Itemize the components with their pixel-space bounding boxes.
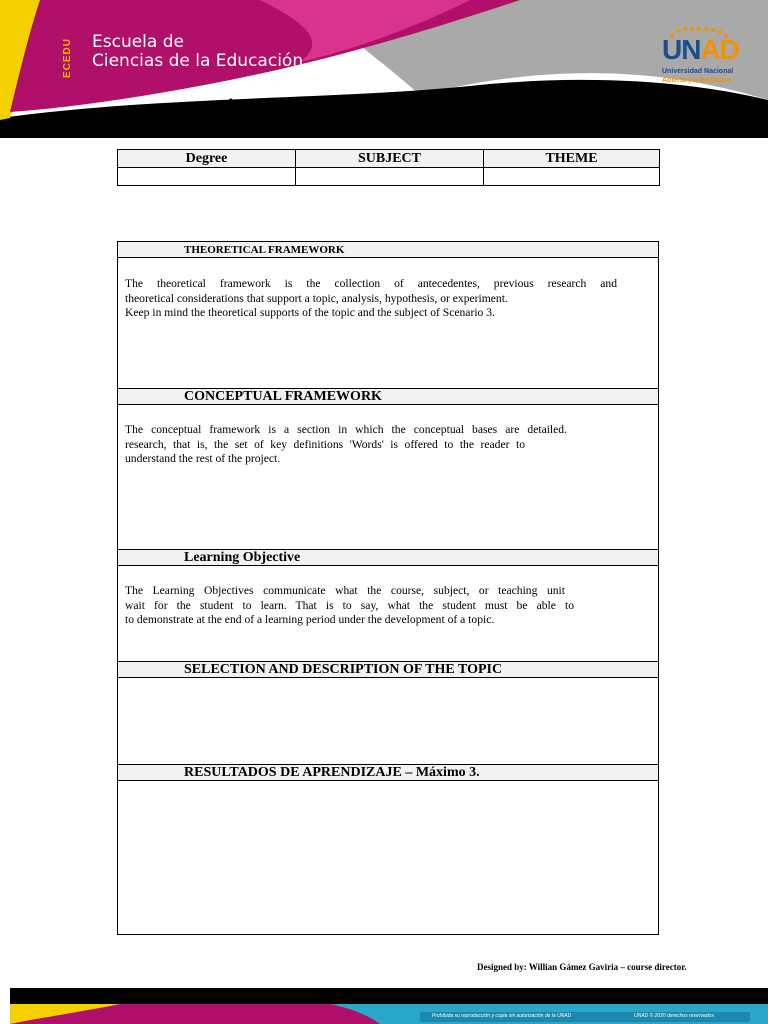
framework-form — [117, 241, 659, 935]
degree-header — [118, 150, 296, 168]
learning-line-3: to demonstrate at the end of a learning period under the development of a topic. — [125, 613, 495, 626]
theoretical-framework-header — [118, 241, 658, 258]
unad-logo-line1: Universidad Nacional — [662, 68, 734, 75]
subject-field[interactable] — [296, 168, 484, 186]
unad-logo — [650, 26, 750, 90]
info-table-header-row — [118, 150, 660, 168]
designed-by-credit: Designed by: Willian Gámez Gaviria – course director. — [477, 962, 687, 972]
theoretical-framework-title: THEORETICAL FRAMEWORK — [184, 244, 345, 256]
learning-objective-title: Learning Objective — [184, 550, 301, 565]
brand-title-line1: Escuela de — [92, 32, 184, 52]
conceptual-framework-header — [118, 388, 658, 405]
learning-results-body[interactable] — [125, 785, 617, 930]
topic-selection-header — [118, 661, 658, 678]
degree-label: Degree — [185, 150, 228, 166]
unad-logo-line2: Abierta y a Distancia — [662, 77, 731, 84]
footer-rights-note: UNAD © 2020 derechos reservados — [634, 1013, 714, 1019]
conceptual-line-1: The conceptual framework is a section in which the conceptual bases are detailed. — [125, 423, 567, 436]
header-banner — [0, 0, 768, 138]
subject-header — [296, 150, 484, 168]
unad-logo-letters — [662, 34, 739, 66]
degree-field[interactable] — [118, 168, 296, 186]
topic-selection-body[interactable] — [125, 682, 617, 762]
conceptual-framework-body[interactable] — [125, 423, 567, 467]
brand-ecedu-vertical: ECEDU — [62, 37, 73, 78]
subject-label: SUBJECT — [357, 150, 422, 166]
learning-objective-header — [118, 549, 658, 566]
document-title: Annex 4 'S — [226, 95, 286, 110]
conceptual-framework-title: CONCEPTUAL FRAMEWORK — [184, 389, 382, 404]
learning-results-title: RESULTADOS DE APRENDIZAJE – Máximo 3. — [184, 765, 480, 780]
theoretical-line-1: The theoretical framework is the collection of antecedentes, previous research and — [125, 277, 617, 290]
learning-results-header — [118, 764, 658, 781]
footer-banner — [0, 986, 768, 1024]
learning-line-1: The Learning Objectives communicate what the course, subject, or teaching unit — [125, 584, 565, 597]
unad-letters-ad: AD — [700, 34, 739, 65]
course-info-table — [117, 149, 660, 186]
conceptual-line-2: research, that is, the set of key definitions 'Words' is offered to the reader to — [125, 437, 525, 451]
theme-field[interactable] — [484, 168, 660, 186]
theme-label: THEME — [545, 150, 598, 166]
theme-header — [484, 150, 660, 168]
footer-copy-note: Prohibida su reproducción y copia sin autorización de la UNAD — [432, 1013, 572, 1019]
learning-line-2: wait for the student to learn. That is to say, what the student must be able to — [125, 598, 574, 612]
theoretical-line-3: Keep in mind the theoretical supports of the topic and the subject of Scenario 3. — [125, 306, 495, 319]
topic-selection-title: SELECTION AND DESCRIPTION OF THE TOPIC — [184, 662, 503, 677]
conceptual-line-3: understand the rest of the project. — [125, 452, 281, 465]
theoretical-framework-body[interactable] — [125, 277, 617, 321]
info-table-input-row — [118, 168, 660, 186]
brand-title-line2: Ciencias de la Educación — [92, 51, 304, 71]
learning-objective-body[interactable] — [125, 584, 574, 628]
unad-letters-un: UN — [662, 34, 701, 65]
theoretical-line-2: theoretical considerations that support a topic, analysis, hypothesis, or experiment. — [125, 291, 508, 305]
